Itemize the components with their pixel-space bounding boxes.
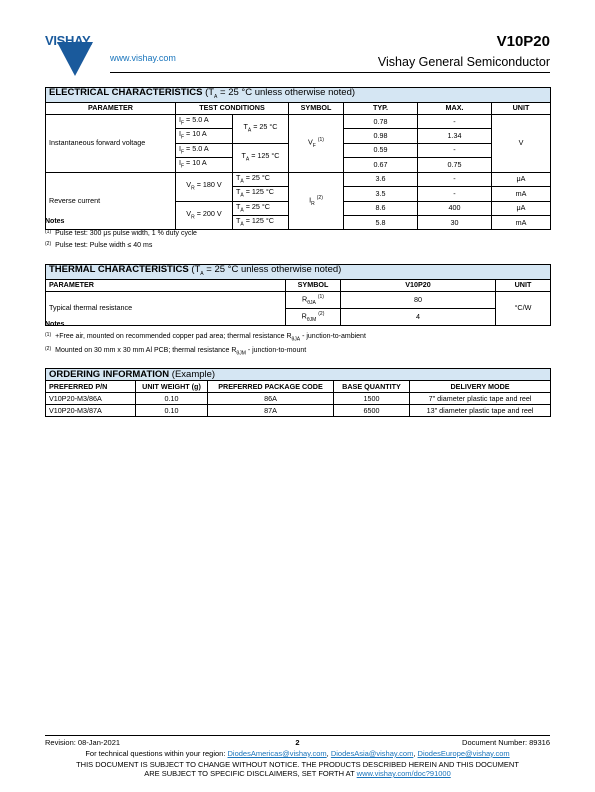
table-row [46,405,551,417]
email-asia-link[interactable]: DiodesAsia@vishay.com [330,749,414,758]
typ-value: 3.6 [344,172,418,186]
unit-value: μA [492,172,551,186]
cond-if: $I_F = 10$ A [176,129,233,143]
pn-cell: V10P20-M3/86A [46,393,136,405]
header-divider [110,72,550,73]
delivery-cell: 7" diameter plastic tape and reel [410,393,551,405]
ordering-table [45,368,551,417]
typ-value: 3.5 [344,187,418,201]
max-value: - [418,143,492,157]
note-item: $^{(1)}$ Pulse test: 300 μs pulse width, 1 % duty cycle [45,229,197,237]
cond-vr: $V_R = 180$ V [176,172,233,201]
unit-value: V [492,114,551,172]
value: 80 [341,291,496,308]
note-item: $^{(2)}$ Pulse test: Pulse width ≤ 40 ms [45,241,153,249]
cond-if: $I_F = 5.0$ A [176,114,233,128]
disclaimer-line-1: THIS DOCUMENT IS SUBJECT TO CHANGE WITHOUT NOTICE. THE PRODUCTS DESCRIBED HEREIN AND THIS DOCUMENT [76,760,519,769]
cond-vr: $V_R = 200$ V [176,201,233,230]
table-row [46,172,551,186]
cond-ta: $T_A = 25$ °C [233,172,289,186]
quantity-cell: 1500 [334,393,410,405]
col-parameter: PARAMETER [46,102,176,114]
col-quantity: BASE QUANTITY [334,381,410,393]
footer-divider [45,735,550,736]
thermal-table [45,264,551,326]
cond-if: $I_F = 5.0$ A [176,143,233,157]
symbol-ir: $I_R$ $^{(2)}$ [289,172,344,230]
logo-text: VISHAY. [45,33,93,48]
max-value: 400 [418,201,492,215]
typ-value: 0.59 [344,143,418,157]
weight-cell: 0.10 [136,405,208,417]
note-item: $^{(2)}$ Mounted on 30 mm x 30 mm Al PCB; thermal resistance $R_{\theta JM}$ - junction-to-mount [45,346,307,357]
symbol-rtheta: $R_{\theta JM}$ $^{(2)}$ [286,308,341,325]
param-forward-voltage: Instantaneous forward voltage [46,114,176,172]
package-cell: 87A [208,405,334,417]
notes-heading: Notes [45,321,65,328]
unit-value: °C/W [496,291,551,325]
page-number: 2 [295,738,300,747]
disclaimer-link[interactable]: www.vishay.com/doc?91000 [356,769,451,778]
max-value: - [418,114,492,128]
param-reverse-current: Reverse current [46,172,176,230]
disclaimer-line-2: ARE SUBJECT TO SPECIFIC DISCLAIMERS, SET FORTH AT www.vishay.com/doc?91000 [144,769,451,778]
typ-value: 0.98 [344,129,418,143]
typ-value: 0.78 [344,114,418,128]
company-name: Vishay General Semiconductor [377,55,550,69]
typ-value: 8.6 [344,201,418,215]
ordering-title: ORDERING INFORMATION (Example) [46,369,551,381]
max-value: 0.75 [418,158,492,172]
col-unit: UNIT [492,102,551,114]
cond-ta: $T_A = 125$ °C [233,215,289,229]
max-value: 30 [418,215,492,229]
symbol-vf: $V_F$ $^{(1)}$ [289,114,344,172]
max-value: - [418,187,492,201]
technical-questions: For technical questions within your region: DiodesAmericas@vishay.com, DiodesAsia@vishay.com, DiodesEurope@vishay.com [85,749,510,758]
symbol-rtheta: $R_{\theta JA}$ $^{(1)}$ [286,291,341,308]
col-part: V10P20 [341,279,496,291]
weight-cell: 0.10 [136,393,208,405]
website-link[interactable]: www.vishay.com [110,53,176,63]
note-item: $^{(1)}$ +Free air, mounted on recommended copper pad area; thermal resistance $R_{\theta JA}$ - junction-to-ambient [45,332,366,343]
package-cell: 86A [208,393,334,405]
notes-heading: Notes [45,218,65,225]
cond-ta: $T_A = 125$ °C [233,187,289,201]
col-symbol: SYMBOL [289,102,344,114]
cond-if: $I_F = 10$ A [176,158,233,172]
electrical-notes [45,217,197,251]
col-parameter: PARAMETER [46,279,286,291]
col-unit: UNIT [496,279,551,291]
col-package: PREFERRED PACKAGE CODE [208,381,334,393]
table-row [46,291,551,308]
col-test-conditions: TEST CONDITIONS [176,102,289,114]
table-row [46,393,551,405]
electrical-title: ELECTRICAL CHARACTERISTICS ($T_A = 25$ °C unless otherwise noted) [46,88,551,103]
pn-cell: V10P20-M3/87A [46,405,136,417]
typ-value: 0.67 [344,158,418,172]
delivery-cell: 13" diameter plastic tape and reel [410,405,551,417]
unit-value: mA [492,215,551,229]
cond-ta: $T_A = 25$ °C [233,114,289,143]
cond-ta: $T_A = 25$ °C [233,201,289,215]
revision-date: Revision: 08-Jan-2021 [45,738,121,747]
typ-value: 5.8 [344,215,418,229]
param-thermal-resistance: Typical thermal resistance [46,291,286,325]
max-value: - [418,172,492,186]
electrical-table [45,87,551,230]
thermal-title: THERMAL CHARACTERISTICS ($T_A = 25$ °C unless otherwise noted) [46,265,551,280]
table-row [46,114,551,128]
document-number: Document Number: 89316 [462,738,550,747]
email-europe-link[interactable]: DiodesEurope@vishay.com [417,749,510,758]
quantity-cell: 6500 [334,405,410,417]
col-max: MAX. [418,102,492,114]
col-pn: PREFERRED P/N [46,381,136,393]
col-symbol: SYMBOL [286,279,341,291]
value: 4 [341,308,496,325]
email-americas-link[interactable]: DiodesAmericas@vishay.com [227,749,327,758]
col-weight: UNIT WEIGHT (g) [136,381,208,393]
cond-ta: $T_A = 125$ °C [233,143,289,172]
thermal-notes [45,320,366,359]
max-value: 1.34 [418,129,492,143]
unit-value: mA [492,187,551,201]
col-delivery: DELIVERY MODE [410,381,551,393]
part-number: V10P20 [496,33,550,50]
unit-value: μA [492,201,551,215]
col-typ: TYP. [344,102,418,114]
